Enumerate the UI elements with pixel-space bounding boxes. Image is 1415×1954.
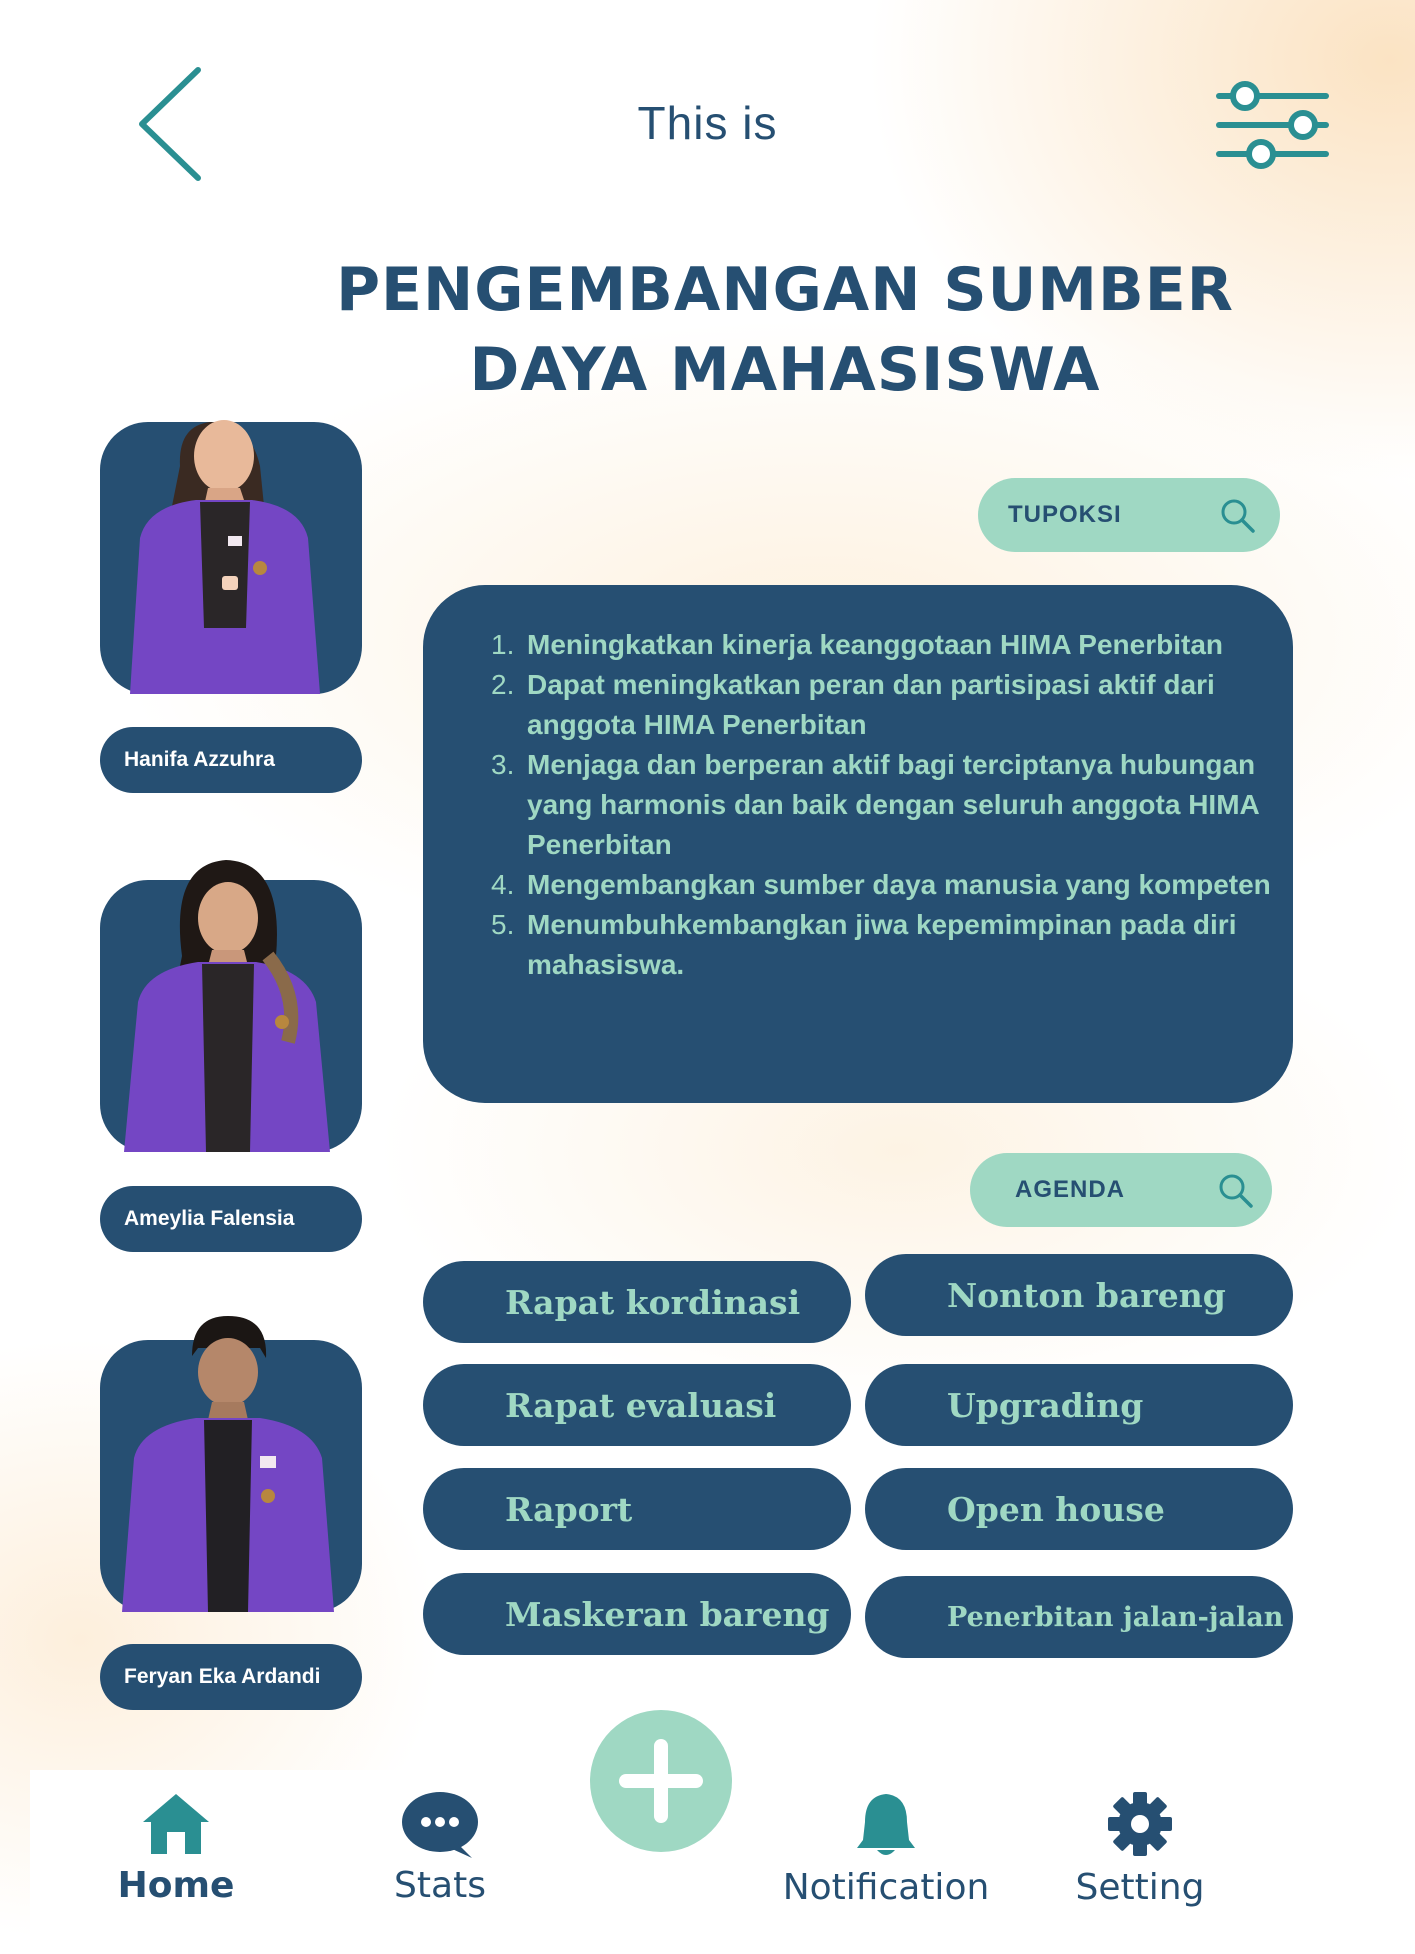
member-name-3: Feryan Eka Ardandi [100, 1644, 362, 1710]
agenda-item-rapat-evaluasi[interactable]: Rapat evaluasi [423, 1364, 851, 1446]
page-title: This is [637, 97, 778, 149]
chat-bubble-icon [400, 1790, 480, 1860]
agenda-item-upgrading[interactable]: Upgrading [865, 1364, 1293, 1446]
member-name-1: Hanifa Azzuhra [100, 727, 362, 793]
tupoksi-label: TUPOKSI [1008, 501, 1122, 528]
division-heading-line1: PENGEMBANGAN SUMBER [336, 255, 1234, 325]
agenda-label: AGENDA [1015, 1176, 1126, 1203]
tupoksi-list [491, 625, 1275, 985]
agenda-item-raport[interactable]: Raport [423, 1468, 851, 1550]
nav-home-label: Home [117, 1865, 235, 1906]
member-photo-3 [100, 1340, 362, 1612]
nav-stats-label: Stats [394, 1865, 486, 1906]
gear-icon [1106, 1790, 1174, 1858]
nav-notification-label: Notification [782, 1867, 990, 1908]
agenda-item-rapat-kordinasi[interactable]: Rapat kordinasi [423, 1261, 851, 1343]
tupoksi-item: 4. Mengembangkan sumber daya manusia yang kompeten [491, 869, 1271, 900]
sliders-icon [1215, 80, 1330, 170]
agenda-item-nonton-bareng[interactable]: Nonton bareng [865, 1254, 1293, 1336]
tupoksi-item: 1. Meningkatkan kinerja keanggotaan HIMA Penerbitan [491, 629, 1224, 660]
bell-icon [851, 1790, 921, 1858]
member-photo-1 [100, 422, 362, 694]
tupoksi-item: 2. Dapat meningkatkan peran dan partisipasi aktif dari anggota HIMA Penerbitan [491, 669, 1215, 740]
member-photo-2 [100, 880, 362, 1152]
agenda-item-open-house[interactable]: Open house [865, 1468, 1293, 1550]
add-button[interactable] [590, 1710, 732, 1852]
tupoksi-card [423, 585, 1293, 1103]
search-icon [1220, 498, 1256, 534]
member-avatar-icon [100, 846, 362, 1152]
agenda-search-button[interactable] [970, 1153, 1272, 1227]
filter-button[interactable] [1215, 80, 1330, 170]
nav-stats[interactable] [360, 1790, 520, 1906]
division-heading [200, 250, 1370, 410]
member-avatar-icon [100, 388, 362, 694]
agenda-item-maskeran-bareng[interactable]: Maskeran bareng [423, 1573, 851, 1655]
tupoksi-item: 5. Menumbuhkembangkan jiwa kepemimpinan pada diri mahasiswa. [491, 909, 1237, 980]
member-avatar-icon [100, 1306, 362, 1612]
nav-setting[interactable] [1060, 1790, 1220, 1908]
member-name-2: Ameylia Falensia [100, 1186, 362, 1252]
nav-notification[interactable] [770, 1790, 1002, 1908]
division-heading-line2: DAYA MAHASISWA [469, 335, 1101, 405]
plus-icon [590, 1710, 732, 1852]
nav-setting-label: Setting [1075, 1867, 1205, 1908]
tupoksi-item: 3. Menjaga dan berperan aktif bagi terciptanya hubungan yang harmonis dan baik dengan seluruh anggota HIMA Penerbitan [491, 749, 1259, 860]
search-icon [1218, 1173, 1254, 1209]
agenda-item-penerbitan-jalan-jalan[interactable]: Penerbitan jalan-jalan [865, 1576, 1293, 1658]
tupoksi-search-button[interactable] [978, 478, 1280, 552]
home-icon [139, 1790, 213, 1856]
nav-home[interactable] [96, 1790, 256, 1906]
